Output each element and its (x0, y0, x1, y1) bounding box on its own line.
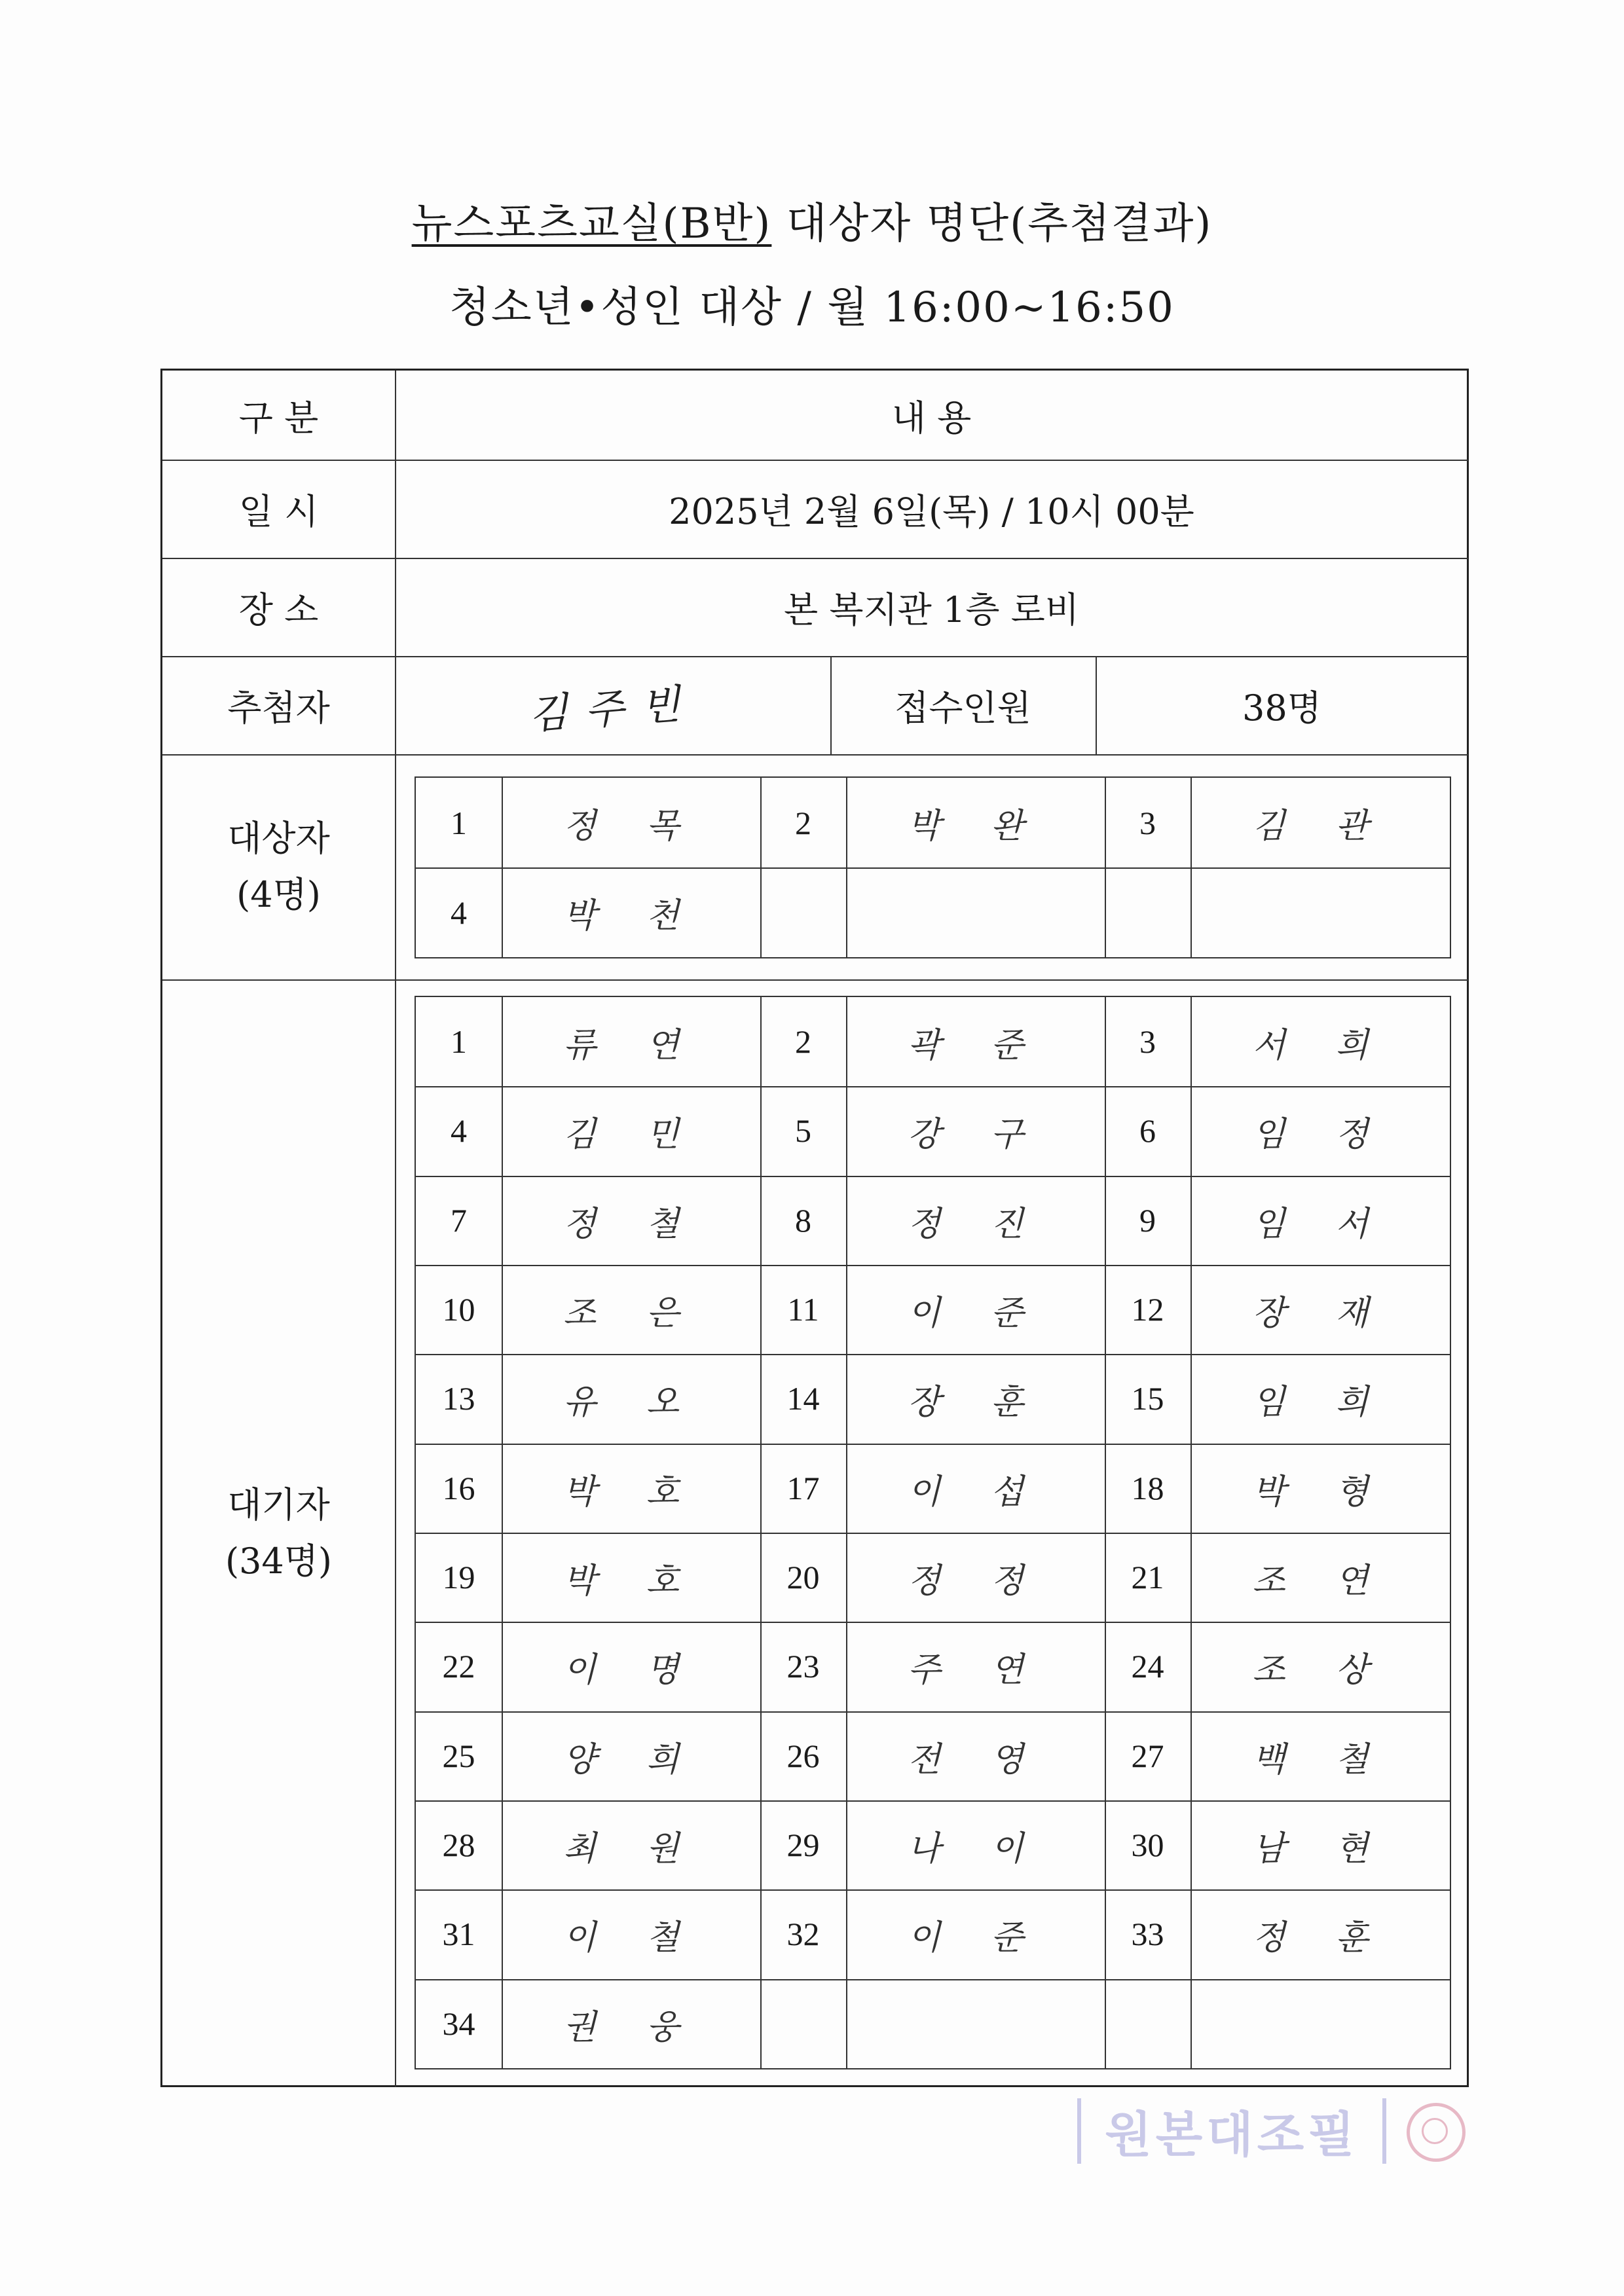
selected-number: 1 (451, 804, 467, 841)
waiting-label-cell (162, 979, 395, 2087)
waiting-number: 8 (795, 1202, 811, 1239)
waiting-number: 2 (795, 1023, 811, 1060)
waiting-label: 대기자 (227, 1484, 330, 1525)
waiting-number: 21 (1131, 1559, 1164, 1595)
date-value: 2025년 2월 6일(목) / 10시 00분 (669, 490, 1194, 532)
waiting-name: 나 이 (908, 1829, 1043, 1868)
seal-stamp (1407, 2103, 1466, 2162)
waiting-name: 장 재 (1252, 1293, 1388, 1333)
waiting-number: 14 (786, 1380, 820, 1417)
waiting-name: 이 명 (563, 1650, 699, 1690)
waiting-number: 3 (1139, 1023, 1156, 1060)
waiting-number: 33 (1131, 1916, 1164, 1952)
waiting-grid (415, 996, 1451, 2069)
waiting-name: 조 은 (563, 1293, 699, 1333)
selected-number: 2 (795, 804, 811, 841)
waiting-name: 조 상 (1252, 1650, 1388, 1690)
waiting-name: 정 정 (908, 1561, 1043, 1601)
received-label: 접수인원 (895, 687, 1031, 729)
waiting-number: 30 (1131, 1827, 1164, 1863)
waiting-name: 백 철 (1252, 1740, 1388, 1779)
waiting-name: 전 영 (908, 1740, 1043, 1779)
header-content: 내 용 (891, 397, 972, 439)
date-label: 일 시 (238, 490, 319, 532)
place-label: 장 소 (238, 589, 319, 630)
waiting-count: (34명) (225, 1540, 332, 1582)
waiting-number: 9 (1139, 1202, 1156, 1239)
waiting-name: 장 훈 (908, 1382, 1043, 1422)
waiting-name: 이 준 (908, 1293, 1043, 1333)
waiting-number: 29 (786, 1827, 820, 1863)
waiting-name: 정 진 (908, 1204, 1043, 1244)
waiting-number: 31 (442, 1916, 475, 1952)
waiting-number: 20 (786, 1559, 820, 1595)
selected-label: 대상자 (227, 817, 330, 859)
waiting-name: 임 정 (1252, 1114, 1388, 1154)
drawer-label: 추첨자 (227, 687, 330, 729)
waiting-name: 곽 준 (908, 1025, 1043, 1065)
waiting-number: 19 (442, 1559, 475, 1595)
drawer-signature: 김주빈 (526, 678, 699, 738)
selected-number: 4 (451, 894, 467, 931)
selected-name: 김 관 (1252, 807, 1388, 846)
waiting-name: 임 서 (1252, 1204, 1388, 1244)
waiting-number: 7 (451, 1202, 467, 1239)
result-table (160, 369, 1469, 2087)
header-category: 구 분 (238, 397, 319, 439)
certified-copy-stamp: 원본대조필 (1077, 2098, 1386, 2164)
received-value: 38명 (1242, 687, 1321, 729)
waiting-number: 1 (451, 1023, 467, 1060)
waiting-number: 17 (786, 1470, 820, 1506)
waiting-number: 10 (442, 1291, 475, 1328)
waiting-number: 28 (442, 1827, 475, 1863)
waiting-number: 27 (1131, 1738, 1164, 1774)
waiting-number: 22 (442, 1648, 475, 1685)
waiting-number: 15 (1131, 1380, 1164, 1417)
waiting-name: 권 웅 (563, 2007, 699, 2047)
page-subtitle: 청소년•성인 대상 / 월 16:00~16:50 (449, 283, 1175, 332)
waiting-name: 이 준 (908, 1918, 1043, 1958)
selected-grid (415, 776, 1451, 958)
waiting-number: 18 (1131, 1470, 1164, 1506)
waiting-name: 박 호 (563, 1561, 699, 1601)
waiting-number: 16 (442, 1470, 475, 1506)
waiting-name: 김 민 (563, 1114, 699, 1154)
waiting-name: 임 희 (1252, 1382, 1388, 1422)
waiting-name: 강 구 (908, 1114, 1043, 1154)
selected-name: 박 완 (908, 807, 1043, 846)
selected-count: (4명) (236, 874, 321, 915)
waiting-name: 조 연 (1252, 1561, 1388, 1601)
waiting-name: 이 철 (563, 1918, 699, 1958)
selected-name: 박 천 (563, 896, 699, 936)
page-title (0, 190, 1624, 250)
waiting-name: 박 형 (1252, 1472, 1388, 1512)
waiting-number: 23 (786, 1648, 820, 1685)
waiting-number: 11 (787, 1291, 819, 1328)
waiting-number: 32 (786, 1916, 820, 1952)
title-program: 뉴스포츠교실(B반) (411, 200, 772, 248)
waiting-name: 박 호 (563, 1472, 699, 1512)
selected-number: 3 (1139, 804, 1156, 841)
waiting-number: 26 (786, 1738, 820, 1774)
waiting-number: 24 (1131, 1648, 1164, 1685)
waiting-name: 최 원 (563, 1829, 699, 1868)
waiting-number: 6 (1139, 1112, 1156, 1149)
waiting-name: 이 섭 (908, 1472, 1043, 1512)
waiting-name: 정 철 (563, 1204, 699, 1244)
waiting-number: 4 (451, 1112, 467, 1149)
selected-label-cell (162, 754, 395, 979)
title-rest: 대상자 명단(추첨결과) (771, 200, 1213, 248)
waiting-name: 주 연 (908, 1650, 1043, 1690)
waiting-number: 13 (442, 1380, 475, 1417)
waiting-name: 양 희 (563, 1740, 699, 1779)
waiting-name: 서 희 (1252, 1025, 1388, 1065)
place-value: 본 복지관 1층 로비 (784, 589, 1079, 630)
waiting-number: 12 (1131, 1291, 1164, 1328)
waiting-name: 류 연 (563, 1025, 699, 1065)
waiting-name: 정 훈 (1252, 1918, 1388, 1958)
waiting-number: 34 (442, 2005, 475, 2042)
waiting-name: 유 오 (563, 1382, 699, 1422)
selected-name: 정 목 (563, 807, 699, 846)
waiting-name: 남 현 (1252, 1829, 1388, 1868)
waiting-number: 25 (442, 1738, 475, 1774)
waiting-number: 5 (795, 1112, 811, 1149)
